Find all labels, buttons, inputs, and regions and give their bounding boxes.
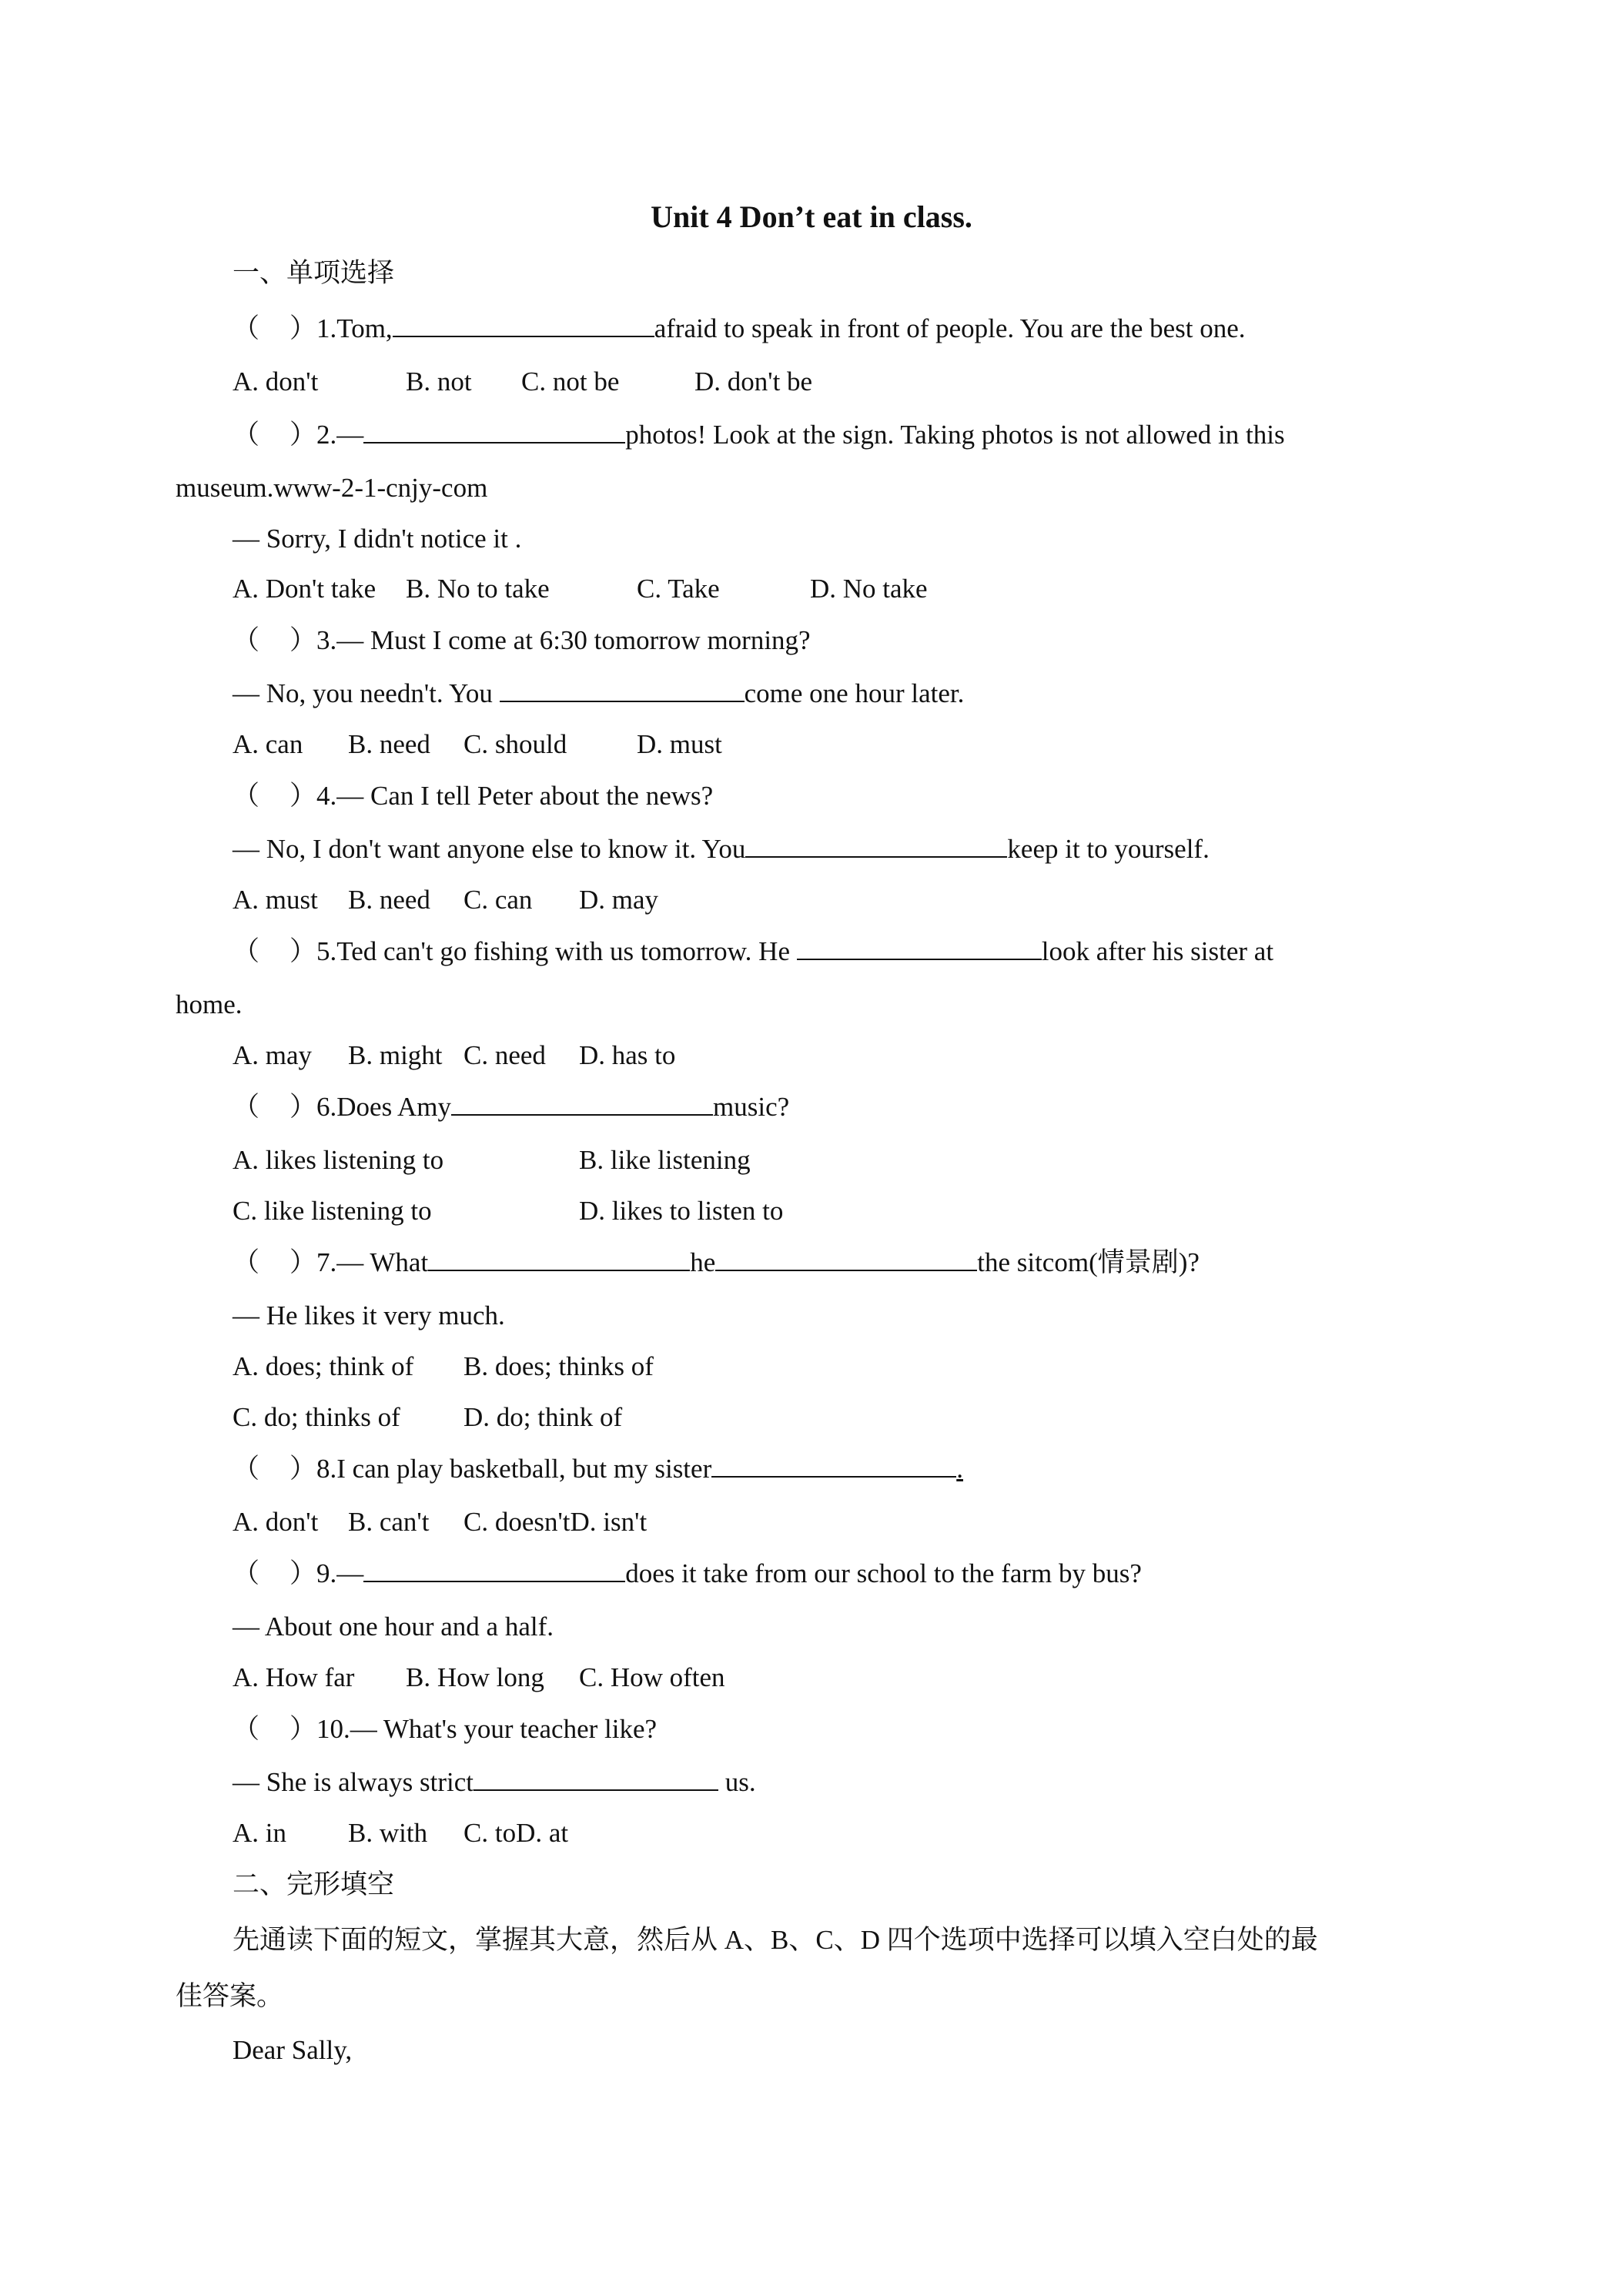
cloze-instructions-continued: 佳答案。	[176, 1981, 284, 2011]
question-1-options	[233, 363, 812, 401]
answer-blank[interactable]	[715, 1243, 977, 1271]
option: D. at	[516, 1818, 569, 1848]
option: D. No take	[810, 574, 928, 604]
option: A. can	[233, 729, 303, 759]
question-9: （ ）9.— does it take from our school to the farm by bus?	[233, 1555, 1142, 1593]
option: B. does; thinks of	[463, 1351, 654, 1381]
option: C. doesn't	[463, 1507, 571, 1537]
question-9-reply: — About one hour and a half.	[233, 1612, 554, 1642]
answer-blank[interactable]	[428, 1243, 690, 1271]
option: A. must	[233, 885, 318, 915]
question-1: （ ）1.Tom, afraid to speak in front of people. You are the best one.	[233, 310, 1246, 348]
answer-blank[interactable]	[711, 1450, 956, 1478]
question-5-continued: home.	[176, 989, 243, 1019]
option: C. like listening to	[233, 1196, 432, 1226]
option: B. not	[406, 366, 472, 397]
question-10-options	[233, 1814, 568, 1853]
option: A. don't	[233, 366, 319, 397]
option: D. likes to listen to	[579, 1196, 784, 1226]
answer-blank[interactable]	[393, 310, 654, 337]
question-5: （ ）5.Ted can't go fishing with us tomorrow. He look after his sister at	[233, 932, 1273, 971]
option: A. in	[233, 1818, 286, 1848]
option: D. isn't	[570, 1507, 648, 1537]
answer-blank[interactable]	[500, 674, 745, 702]
option: A. likes listening to	[233, 1145, 444, 1175]
option: C. need	[463, 1040, 546, 1070]
question-3-reply: — No, you needn't. You come one hour later.	[233, 674, 964, 713]
option: A. don't	[233, 1507, 319, 1537]
page-title: Unit 4 Don’t eat in class.	[651, 199, 972, 234]
option: A. may	[233, 1040, 313, 1070]
option: C. to	[463, 1818, 517, 1848]
section-heading-cloze: 二、完形填空	[233, 1869, 395, 1899]
option: D. do; think of	[463, 1402, 623, 1432]
question-2: （ ）2.— photos! Look at the sign. Taking photos is not allowed in this	[233, 416, 1285, 454]
question-7-reply: — He likes it very much.	[233, 1300, 505, 1330]
option: C. do; thinks of	[233, 1402, 400, 1432]
answer-blank[interactable]	[363, 416, 625, 443]
question-5-options	[233, 1036, 675, 1075]
question-4-reply: — No, I don't want anyone else to know it. You keep it to yourself.	[233, 830, 1210, 869]
option: C. should	[463, 729, 567, 759]
option: B. How long	[406, 1662, 544, 1692]
option: A. How far	[233, 1662, 355, 1692]
option: A. Don't take	[233, 574, 376, 604]
question-3-options	[233, 725, 722, 764]
question-7-options-row-2	[233, 1398, 622, 1437]
answer-blank[interactable]	[745, 830, 1007, 858]
option: C. How often	[579, 1662, 725, 1692]
option: B. with	[348, 1818, 428, 1848]
option: D. must	[637, 729, 722, 759]
answer-blank[interactable]	[451, 1088, 713, 1116]
option: B. like listening	[579, 1145, 751, 1175]
question-8: （ ）8.I can play basketball, but my sister .	[233, 1450, 963, 1488]
option: B. need	[348, 885, 430, 915]
question-2-options	[233, 570, 928, 608]
answer-blank[interactable]	[797, 932, 1042, 960]
question-6-options-row-2	[233, 1192, 783, 1230]
question-6: （ ）6.Does Amy music?	[233, 1088, 789, 1126]
question-9-options	[233, 1658, 725, 1697]
question-7-options-row-1	[233, 1347, 654, 1386]
question-6-options-row-1	[233, 1141, 751, 1180]
option: B. might	[348, 1040, 443, 1070]
option: B. need	[348, 729, 430, 759]
option: D. don't be	[694, 366, 813, 397]
question-8-options	[233, 1503, 647, 1541]
option: A. does; think of	[233, 1351, 414, 1381]
question-10-reply: — She is always strict us.	[233, 1763, 756, 1802]
section-heading-multiple-choice: 一、单项选择	[233, 258, 395, 288]
question-2-continued: museum.www-2-1-cnjy-com	[176, 473, 488, 503]
question-7: （ ）7.— What he the sitcom(情景剧)?	[233, 1243, 1200, 1282]
option: D. has to	[579, 1040, 676, 1070]
option: C. not be	[521, 366, 620, 397]
answer-blank[interactable]	[474, 1763, 718, 1791]
answer-blank[interactable]	[363, 1555, 625, 1582]
letter-greeting: Dear Sally,	[233, 2035, 353, 2065]
option: D. may	[579, 885, 659, 915]
question-10: （ ）10.— What's your teacher like?	[233, 1714, 658, 1744]
question-2-reply: — Sorry, I didn't notice it .	[233, 524, 522, 554]
question-4-options	[233, 881, 658, 919]
option: C. can	[463, 885, 533, 915]
option: B. No to take	[406, 574, 550, 604]
cloze-instructions: 先通读下面的短文，掌握其大意，然后从 A、B、C、D 四个选项中选择可以填入空白处的最	[233, 1925, 1318, 1955]
option: B. can't	[348, 1507, 430, 1537]
option: C. Take	[637, 574, 720, 604]
question-4: （ ）4.— Can I tell Peter about the news?	[233, 781, 714, 811]
question-3: （ ）3.— Must I come at 6:30 tomorrow morning?	[233, 625, 811, 655]
